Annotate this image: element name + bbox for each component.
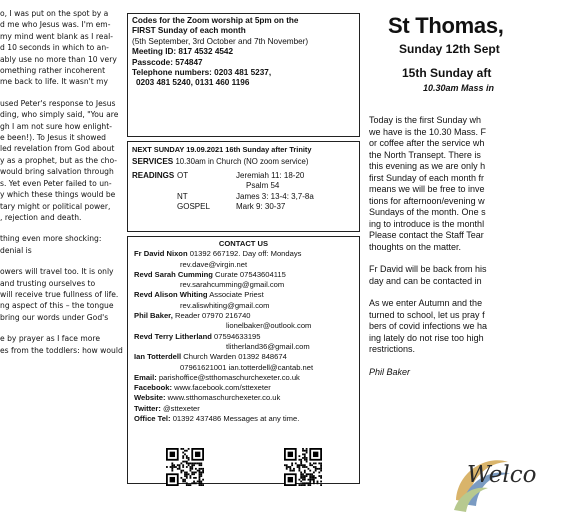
services-line	[132, 157, 355, 167]
contact-row	[134, 280, 353, 290]
ot-label: OT	[177, 171, 189, 180]
contact-row	[134, 373, 353, 383]
letter-line: bers of covid infections we ha	[369, 321, 488, 331]
gospel-reading: Mark 9: 30-37	[236, 202, 286, 211]
contact-name: Facebook:	[134, 383, 172, 393]
contact-row	[134, 321, 353, 331]
reflection-line: used Peter's response to Jesus	[0, 98, 116, 108]
letter-line: means we will be free to inve	[369, 184, 485, 194]
reflection-line: d me who Jesus was. I'm em-	[0, 20, 111, 30]
contact-detail: www.facebook.com/sttexeter	[171, 383, 271, 393]
gospel-label: GOSPEL	[177, 202, 210, 211]
service-date: Sunday 12th Sept	[399, 42, 500, 56]
contact-row	[134, 332, 353, 342]
contact-row	[134, 363, 353, 373]
meeting-id: Meeting ID: 817 4532 4542	[132, 47, 234, 57]
contact-row	[134, 301, 353, 311]
reflection-line: denial is	[0, 245, 32, 255]
contact-name: Office Tel:	[134, 414, 171, 424]
zoom-heading: Codes for the Zoom worship at 5pm on the	[132, 16, 299, 25]
zoom-subheading: FIRST Sunday of each month	[132, 26, 246, 36]
reflection-line: and trusting ourselves to	[0, 278, 96, 288]
nt-label: NT	[177, 192, 188, 201]
reflection-line: ng aspect of this – the tongue	[0, 301, 114, 311]
reflection-paragraph	[0, 8, 122, 88]
contact-detail: Curate 07543604115	[212, 269, 286, 279]
letter-line: day and can be contacted in	[369, 275, 482, 286]
reflection-line: me back to life. It wasn't my	[0, 77, 109, 87]
church-title: St Thomas,	[388, 13, 504, 38]
contact-detail: 01392 437486 Messages at any time.	[170, 414, 300, 424]
reflection-line: would bring salvation through	[0, 167, 114, 177]
psalm-reading: Psalm 54	[246, 181, 280, 190]
reflection-line: tary might or political power,	[0, 201, 111, 211]
reflection-paragraph	[0, 266, 122, 323]
letter-line: ing to introduce is the monthl	[369, 218, 485, 229]
letter-line: Fr David will be back from his	[369, 264, 487, 274]
qr-code-icon	[166, 448, 204, 486]
signature: Phil Baker	[369, 366, 411, 377]
contact-row	[134, 260, 353, 270]
contact-detail: rev.dave@virgin.net	[180, 259, 248, 269]
letter-line: restrictions.	[369, 344, 416, 354]
zoom-dates: (5th September, 3rd October and 7th November)	[132, 36, 309, 46]
welcome-letter	[369, 115, 569, 378]
letter-line: the North Transept. There is	[369, 149, 481, 160]
contact-name: Website:	[134, 393, 166, 403]
contact-detail: parishoffice@stthomaschurchexeter.co.uk	[156, 372, 300, 382]
reflection-line: ding, who simply said, "You are	[0, 110, 119, 120]
qr-code-icon	[284, 448, 322, 486]
telephone-numbers: Telephone numbers: 0203 481 5237,	[132, 68, 272, 78]
contact-name: Ian Totterdell	[134, 352, 182, 362]
reflection-line: o, I was put on the spot by a	[0, 9, 109, 18]
contact-row	[134, 414, 353, 424]
contact-row	[134, 311, 353, 321]
contact-row	[134, 342, 353, 352]
services-label: SERVICES	[132, 157, 174, 166]
sunday-name: 15th Sunday aft	[402, 66, 492, 80]
contact-detail: 01392 667192. Day off: Mondays	[187, 249, 302, 259]
contact-heading: CONTACT US	[218, 239, 269, 248]
letter-line: thoughts on the matter.	[369, 241, 462, 252]
contact-row	[134, 270, 353, 280]
contact-box	[127, 236, 360, 484]
reflection-line: s. Yet even Peter failed to un-	[0, 178, 112, 188]
letter-line: first Sunday of each month fr	[369, 172, 485, 183]
reflection-line: led revelation from God about	[0, 144, 115, 154]
contact-name: Fr David Nixon	[134, 249, 188, 259]
reflection-line: y which these things would be	[0, 190, 116, 200]
contact-row	[134, 383, 353, 393]
reflection-line: my mind went blank as I real-	[0, 31, 113, 41]
reflection-line: e been!). To Jesus it showed	[0, 133, 106, 143]
reflection-line: , rejection and death.	[0, 212, 82, 222]
next-sunday-heading: NEXT SUNDAY 19.09.2021 16th Sunday after Trinity	[132, 145, 312, 154]
letter-line: Today is the first Sunday wh	[369, 115, 482, 125]
letter-line: or coffee after the service wh	[369, 138, 485, 148]
nt-reading: James 3: 13-4: 3,7-8a	[236, 192, 314, 201]
reflection-paragraph	[0, 233, 122, 256]
contact-name: Email:	[134, 372, 157, 382]
contact-detail: rev.sarahcumming@gmail.com	[180, 280, 285, 290]
services-text: 10.30am in Church (NO zoom service)	[175, 157, 309, 166]
letter-line: Sundays of the month. One s	[369, 207, 486, 217]
contact-name: Revd Terry Litherland	[134, 331, 212, 341]
contact-row	[134, 393, 353, 403]
reflection-column	[0, 8, 122, 438]
right-column	[368, 0, 537, 500]
mass-time: 10.30am Mass in	[423, 83, 495, 93]
contact-detail: Associate Priest	[207, 290, 264, 300]
reflection-line: e by prayer as I face more	[0, 334, 101, 344]
middle-column	[127, 13, 360, 484]
reflection-paragraph	[0, 333, 122, 356]
contact-detail: 07594633195	[211, 331, 261, 341]
contact-detail: Reader 07970 216740	[172, 311, 251, 321]
contact-name: Twitter:	[134, 403, 161, 413]
paragraph-gap	[369, 356, 569, 367]
reflection-line: owers will travel too. It is only	[0, 267, 114, 277]
letter-line: this evening as we are only h	[369, 161, 486, 171]
next-sunday-box	[127, 141, 360, 232]
contact-detail: rev.aliswhiting@gmail.com	[180, 300, 270, 310]
reflection-line: ably use no more than 10 very	[0, 54, 117, 64]
letter-line: tions for afternoon/evening w	[369, 195, 485, 206]
reflection-line: thing even more shocking:	[0, 234, 102, 244]
contact-list	[134, 249, 353, 424]
contact-detail: 07961621001 ian.totterdell@cantab.net	[180, 362, 314, 372]
contact-name: Revd Sarah Cumming	[134, 269, 213, 279]
contact-row	[134, 404, 353, 414]
reflection-paragraph	[0, 98, 122, 223]
reflection-line: bring our words under God's	[0, 312, 109, 322]
paragraph-gap	[369, 287, 569, 298]
telephone-numbers-cont: 0203 481 5240, 0131 460 1196	[136, 78, 250, 88]
letter-line: Please contact the Staff Tear	[369, 230, 484, 240]
contact-detail: lionelbaker@outlook.com	[226, 321, 312, 331]
reflection-line: es from the toddlers: how would	[0, 345, 123, 355]
reflection-line: gh I am not sure how enlight-	[0, 121, 112, 131]
contact-name: Revd Alison Whiting	[134, 290, 208, 300]
contact-row	[134, 290, 353, 300]
letter-line: ing lately do not rise too high	[369, 332, 484, 343]
letter-line: turned to school, let us pray f	[369, 309, 485, 320]
readings-label: READINGS	[132, 171, 175, 180]
welcome-word: Welco	[467, 462, 537, 488]
contact-row	[134, 352, 353, 362]
contact-detail: www.stthomaschurchexeter.co.uk	[165, 393, 281, 403]
paragraph-gap	[369, 253, 569, 264]
reflection-line: omething rather incoherent	[0, 66, 106, 76]
contact-row	[134, 249, 353, 259]
passcode: Passcode: 574847	[132, 57, 203, 67]
contact-detail: tlitherland36@gmail.com	[226, 341, 310, 351]
contact-detail: @sttexeter	[160, 403, 200, 413]
ot-reading: Jeremiah 11: 18-20	[236, 171, 305, 180]
letter-line: As we enter Autumn and the	[369, 298, 483, 308]
letter-line: we have is the 10.30 Mass. F	[369, 126, 487, 137]
zoom-codes-box	[127, 13, 360, 137]
readings-table	[132, 171, 355, 223]
contact-detail: Church Warden 01392 848674	[181, 352, 287, 362]
contact-name: Phil Baker,	[134, 311, 173, 321]
reflection-line: will receive true fullness of life.	[0, 289, 119, 299]
reflection-line: d 10 seconds in which to an-	[0, 43, 109, 53]
reflection-line: y as a prophet, but as the cho-	[0, 155, 117, 165]
